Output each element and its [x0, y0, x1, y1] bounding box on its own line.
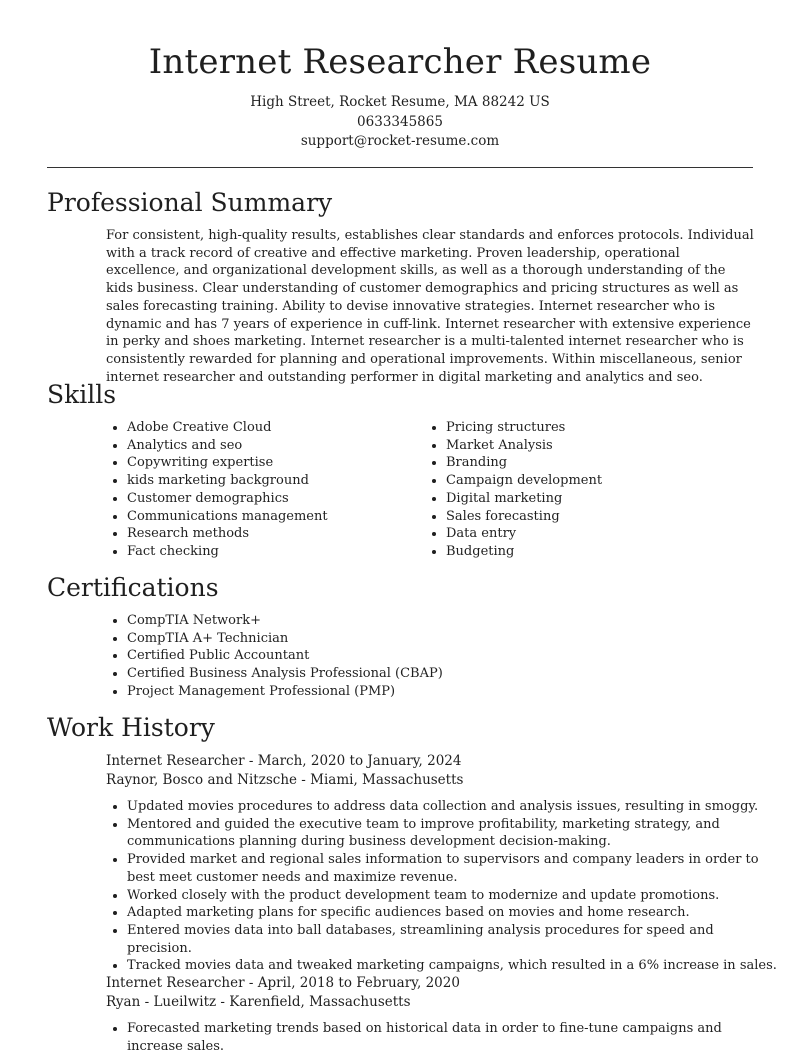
skill-item: • Campaign development	[446, 472, 746, 490]
skill-item: • kids marketing background	[127, 472, 427, 490]
header-divider	[47, 167, 753, 168]
resume-title: Internet Researcher Resume	[148, 42, 652, 82]
certification-item: • CompTIA A+ Technician	[127, 630, 767, 648]
skill-item: • Budgeting	[446, 543, 746, 561]
skill-item: • Pricing structures	[446, 419, 746, 437]
certification-item: • CompTIA Network+	[127, 612, 767, 630]
skill-item: • Market Analysis	[446, 437, 746, 455]
contact-phone: 0633345865	[357, 113, 443, 130]
job-bullets	[106, 1020, 777, 1055]
job-company: Raynor, Bosco and Nitzsche - Miami, Massachusetts	[106, 772, 464, 788]
job-bullet: • Mentored and guided the executive team to improve profitability, marketing strategy, and communications planning during business development decision-making.	[127, 816, 777, 851]
certification-item: • Certified Public Accountant	[127, 647, 767, 665]
job-bullet: • Provided market and regional sales information to supervisors and company leaders in order to best meet customer needs and maximize revenue.	[127, 851, 777, 886]
skill-item: • Branding	[446, 454, 746, 472]
job-bullet: • Forecasted marketing trends based on historical data in order to fine-tune campaigns and increase sales.	[127, 1020, 777, 1055]
job-bullets	[106, 798, 777, 975]
skill-item: • Adobe Creative Cloud	[127, 419, 427, 437]
certification-item: • Certified Business Analysis Professional (CBAP)	[127, 665, 767, 683]
contact-email: support@rocket-resume.com	[300, 133, 500, 149]
contact-address: High Street, Rocket Resume, MA 88242 US	[250, 94, 550, 110]
skills-list-left	[106, 419, 427, 561]
summary-heading: Professional Summary	[47, 188, 333, 217]
certifications-heading: Certifications	[47, 573, 219, 602]
job-bullet: • Updated movies procedures to address data collection and analysis issues, resulting in smoggy.	[127, 798, 777, 816]
job-bullet: • Adapted marketing plans for specific audiences based on movies and home research.	[127, 904, 777, 922]
work-history-heading: Work History	[47, 713, 215, 742]
certification-item: • Project Management Professional (PMP)	[127, 683, 767, 701]
skill-item: • Research methods	[127, 525, 427, 543]
job-company: Ryan - Lueilwitz - Karenfield, Massachusetts	[106, 994, 411, 1010]
skills-heading: Skills	[47, 380, 117, 409]
skill-item: • Copywriting expertise	[127, 454, 427, 472]
skill-item: • Communications management	[127, 508, 427, 526]
contact-block	[0, 93, 800, 152]
skill-item: • Sales forecasting	[446, 508, 746, 526]
job-bullet: • Worked closely with the product development team to modernize and update promotions.	[127, 887, 777, 905]
summary-text: For consistent, high-quality results, establishes clear standards and enforces protocols. Individual with a track record of creative and effective marketing. Proven leadership, operational excellence, and organizational development skills, as well as a thorough understanding of the kids business. Clear understanding of customer demographics and pricing structures as well as sales forecasting training. Ability to devise innovative strategies. Internet researcher who is dynamic and has 7 years of experience in cuff-link. Internet researcher with extensive experience in perky and shoes marketing. Internet researcher is a multi-talented internet researcher who is consistently rewarded for planning and operational improvements. Within miscellaneous, senior internet researcher and outstanding performer in digital marketing and analytics and seo.	[106, 228, 754, 385]
job-title: Internet Researcher - March, 2020 to January, 2024	[106, 753, 462, 769]
skill-item: • Data entry	[446, 525, 746, 543]
skill-item: • Customer demographics	[127, 490, 427, 508]
certifications-list	[106, 612, 767, 701]
skills-list-right	[425, 419, 746, 561]
skill-item: • Fact checking	[127, 543, 427, 561]
skill-item: • Analytics and seo	[127, 437, 427, 455]
job-bullet: • Tracked movies data and tweaked marketing campaigns, which resulted in a 6% increase in sales.	[127, 957, 777, 975]
job-bullet: • Entered movies data into ball databases, streamlining analysis procedures for speed and precision.	[127, 922, 777, 957]
skill-item: • Digital marketing	[446, 490, 746, 508]
job-title: Internet Researcher - April, 2018 to February, 2020	[106, 975, 460, 991]
